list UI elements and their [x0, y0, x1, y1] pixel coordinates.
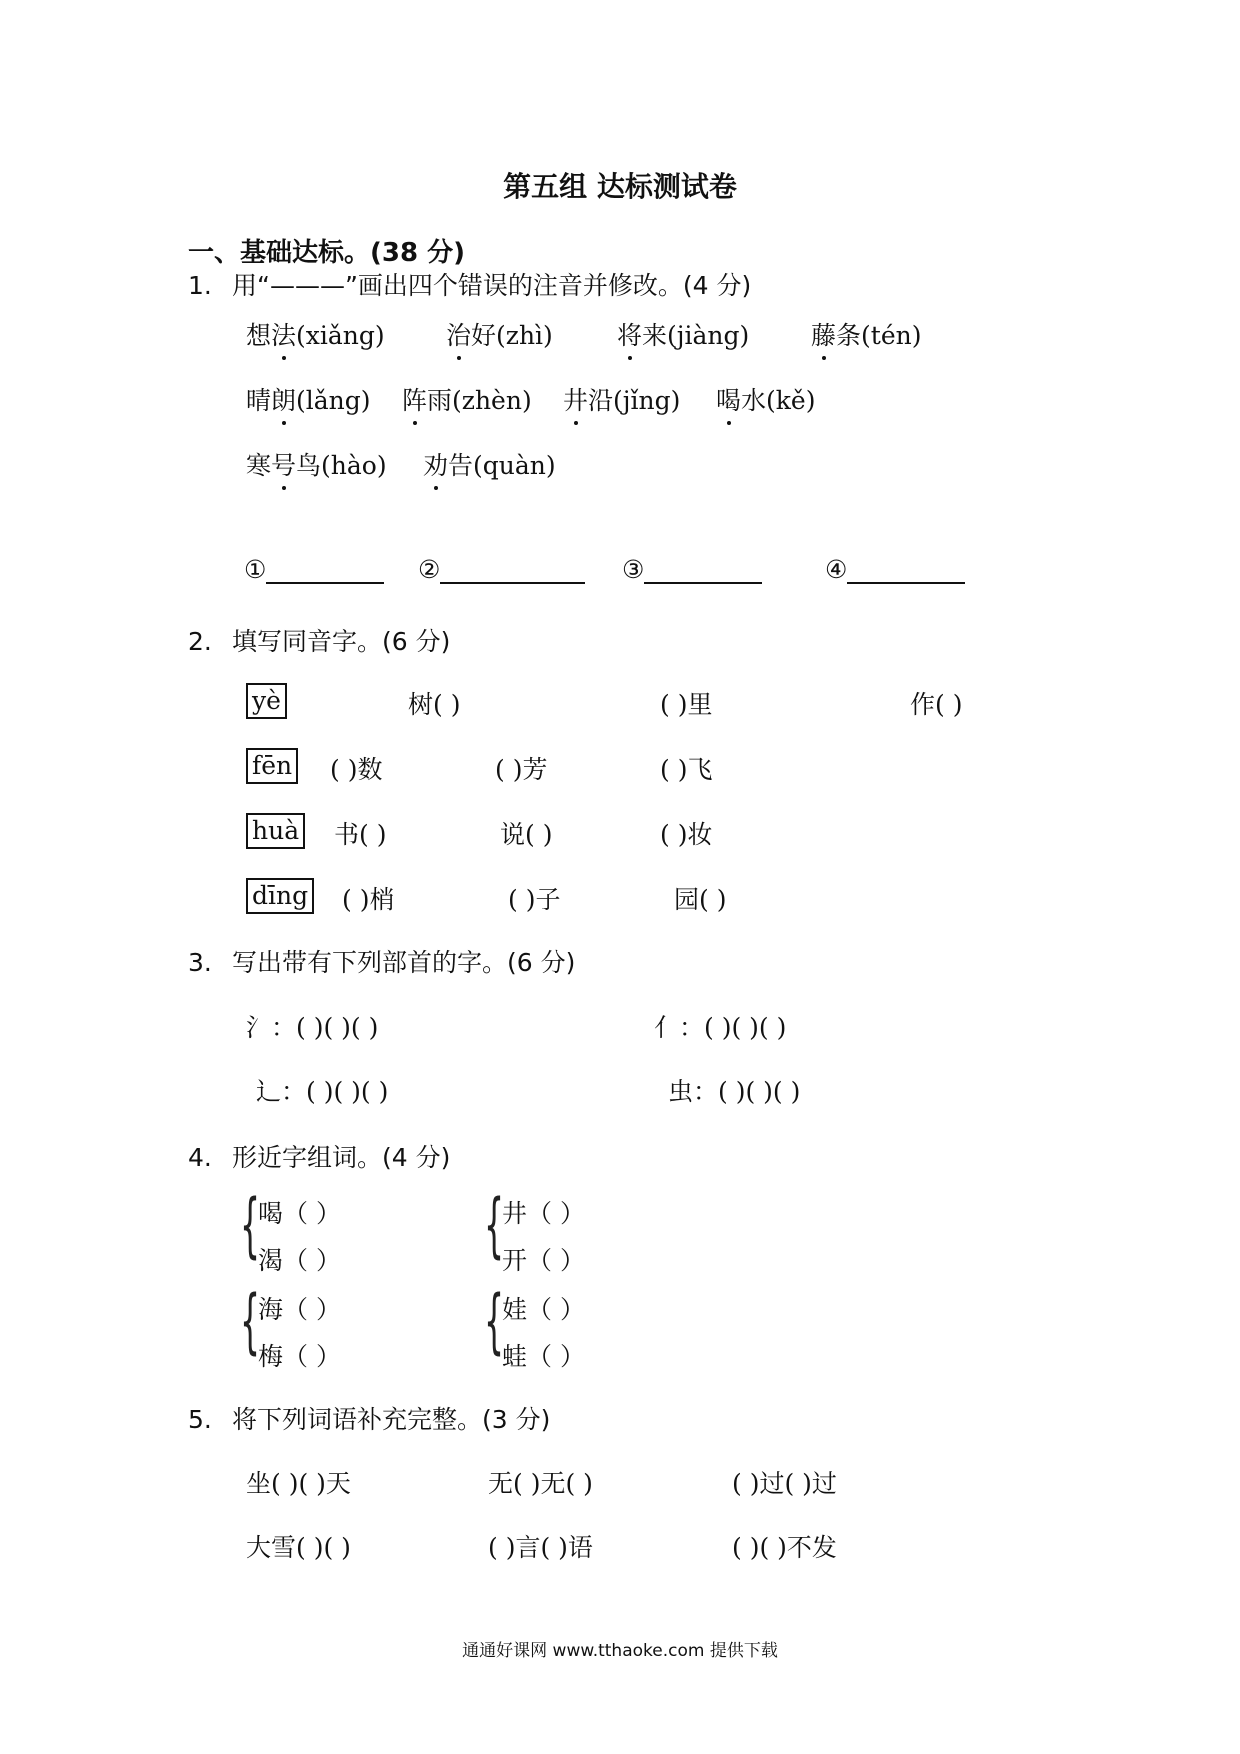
- fill-blank[interactable]: ( )飞: [660, 755, 713, 784]
- brace-icon: {: [240, 1280, 261, 1362]
- question-number: 2.: [188, 627, 212, 656]
- question-number: 3.: [188, 948, 212, 977]
- answer-slot-4[interactable]: ④: [825, 555, 965, 584]
- pinyin-item: 想法(xiǎng): [246, 316, 385, 352]
- radical-row[interactable]: 辶：( )( )( ): [256, 1077, 389, 1106]
- fill-blank[interactable]: ( )子: [508, 885, 561, 914]
- pinyin-box: huà: [246, 813, 305, 849]
- fill-blank[interactable]: ( )数: [330, 755, 383, 784]
- pinyin-item: 将来(jiàng): [617, 316, 749, 352]
- idiom-blank[interactable]: ( )言( )语: [488, 1533, 593, 1562]
- answer-slot-3[interactable]: ③: [622, 555, 762, 584]
- question-text: 将下列词语补充完整。(3 分): [232, 1405, 551, 1434]
- fill-blank[interactable]: ( )梢: [342, 885, 395, 914]
- section-heading: 一、基础达标。(38 分): [188, 238, 465, 268]
- pinyin-item: 寒号鸟(hào): [246, 446, 387, 482]
- radical-row[interactable]: 氵：( )( )( ): [246, 1013, 379, 1042]
- question-text: 填写同音字。(6 分): [232, 627, 451, 656]
- pinyin-item: 晴朗(lǎng): [246, 381, 371, 417]
- page-title: 第五组 达标测试卷: [503, 170, 737, 203]
- radical-row[interactable]: 虫：( )( )( ): [668, 1077, 801, 1106]
- idiom-blank[interactable]: ( )( )不发: [732, 1533, 837, 1562]
- question-text: 形近字组词。(4 分): [232, 1143, 451, 1172]
- word-pair-item[interactable]: 娃（ ）: [502, 1295, 585, 1324]
- idiom-blank[interactable]: 无( )无( ): [488, 1469, 593, 1498]
- question-text: 写出带有下列部首的字。(6 分): [232, 948, 576, 977]
- idiom-blank[interactable]: 大雪( )( ): [246, 1533, 351, 1562]
- question-5: [188, 1400, 550, 1436]
- question-text: 用“———”画出四个错误的注音并修改。(4 分): [232, 271, 752, 300]
- word-pair-item[interactable]: 渴（ ）: [258, 1246, 341, 1275]
- pinyin-item: 喝水(kě): [716, 381, 815, 417]
- word-pair-item[interactable]: 海（ ）: [258, 1295, 341, 1324]
- fill-blank[interactable]: ( )芳: [495, 755, 548, 784]
- question-number: 5.: [188, 1405, 212, 1434]
- word-pair-item[interactable]: 开（ ）: [502, 1246, 585, 1275]
- radical-row[interactable]: 亻：( )( )( ): [654, 1013, 787, 1042]
- fill-blank[interactable]: 书( ): [334, 820, 387, 849]
- question-1: [188, 266, 751, 302]
- question-number: 1.: [188, 271, 212, 300]
- pinyin-box: dīng: [246, 878, 314, 914]
- pinyin-item: 治好(zhì): [446, 316, 553, 352]
- answer-slot-1[interactable]: ①: [244, 555, 384, 584]
- pinyin-item: 阵雨(zhèn): [402, 381, 532, 417]
- fill-blank[interactable]: 园( ): [674, 885, 727, 914]
- word-pair-item[interactable]: 喝（ ）: [258, 1199, 341, 1228]
- question-4: [188, 1138, 450, 1174]
- fill-blank[interactable]: ( )里: [660, 690, 713, 719]
- word-pair-item[interactable]: 蛙（ ）: [502, 1342, 585, 1371]
- fill-blank[interactable]: 说( ): [500, 820, 553, 849]
- question-3: [188, 943, 575, 979]
- question-number: 4.: [188, 1143, 212, 1172]
- pinyin-item: 井沿(jǐng): [563, 381, 680, 417]
- brace-icon: {: [484, 1184, 505, 1266]
- footer-credit: 通通好课网 www.tthaoke.com 提供下载: [462, 1641, 778, 1661]
- fill-blank[interactable]: ( )妆: [660, 820, 713, 849]
- word-pair-item[interactable]: 井（ ）: [502, 1199, 585, 1228]
- question-2: [188, 622, 450, 658]
- idiom-blank[interactable]: 坐( )( )天: [246, 1469, 351, 1498]
- brace-icon: {: [484, 1280, 505, 1362]
- answer-slot-2[interactable]: ②: [418, 555, 585, 584]
- brace-icon: {: [240, 1184, 261, 1266]
- pinyin-item: 劝告(quàn): [423, 446, 556, 482]
- pinyin-box: yè: [246, 683, 287, 719]
- word-pair-item[interactable]: 梅（ ）: [258, 1342, 341, 1371]
- pinyin-item: 藤条(tén): [811, 316, 921, 352]
- pinyin-box: fēn: [246, 748, 298, 784]
- idiom-blank[interactable]: ( )过( )过: [732, 1469, 837, 1498]
- fill-blank[interactable]: 树( ): [408, 690, 461, 719]
- fill-blank[interactable]: 作( ): [910, 690, 963, 719]
